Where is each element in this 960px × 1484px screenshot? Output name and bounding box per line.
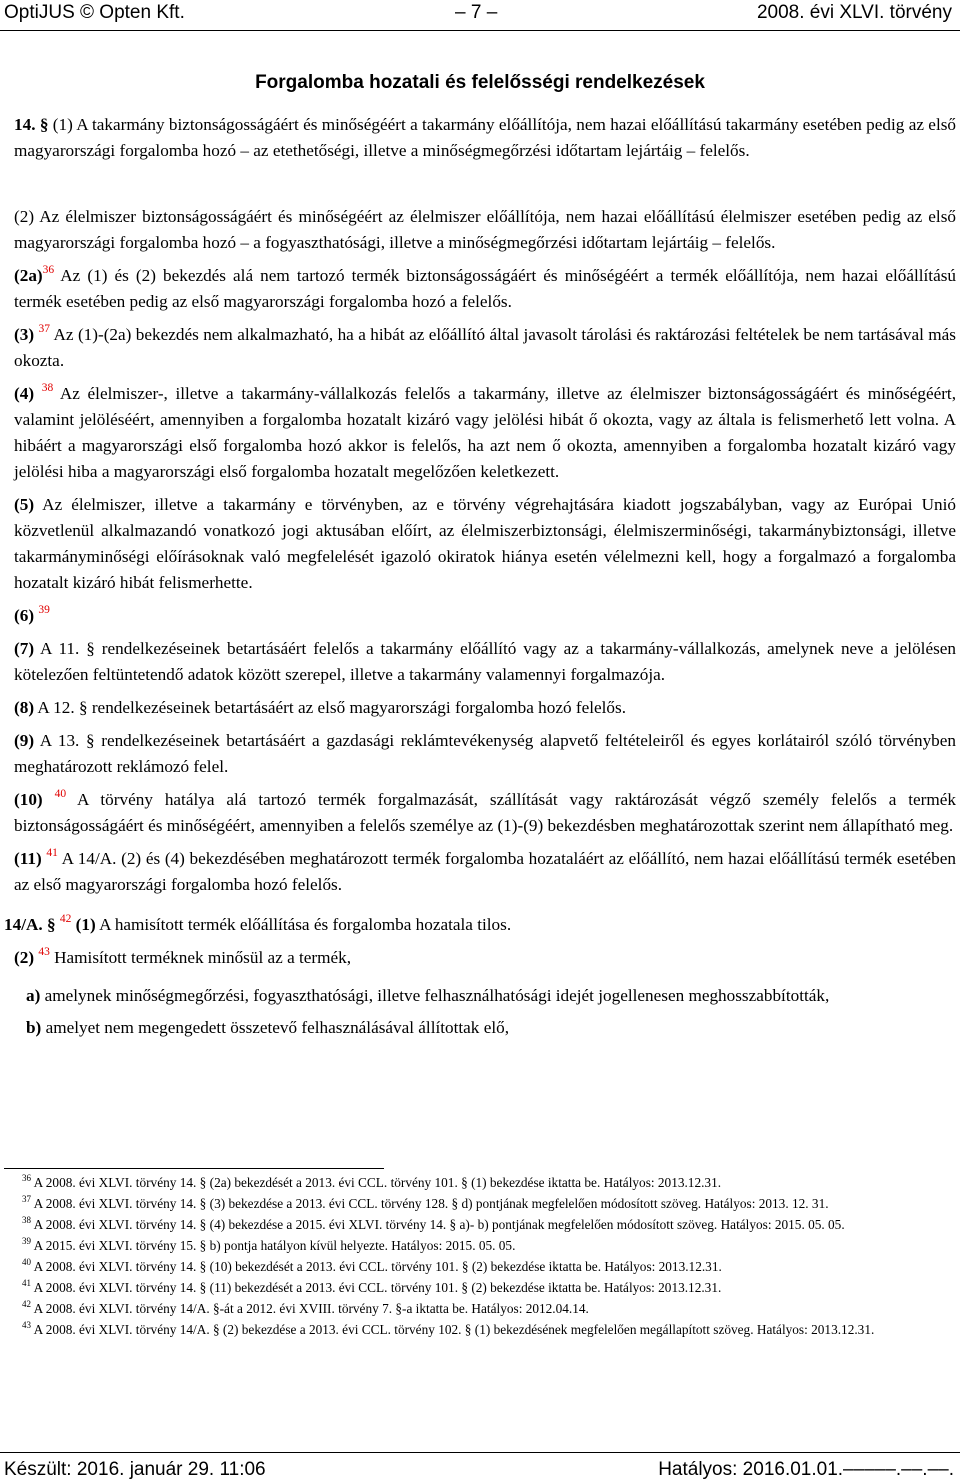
footnote-number: 40	[22, 1257, 31, 1267]
s14-paragraph-8	[14, 695, 956, 721]
paragraph-label: (2)	[14, 948, 35, 967]
paragraph-text: A 13. § rendelkezéseinek betartásáért a gazdasági reklámtevékenység alapvető feltételeiről és egyes korlátairól szóló törvényben meghatározott reklámozó felel.	[14, 731, 956, 776]
footer-divider	[0, 1452, 960, 1453]
s14-paragraph-7	[14, 636, 956, 688]
footnote-text: A 2008. évi XLVI. törvény 14/A. §-át a 2012. évi XVIII. törvény 7. §-a iktatta be. Hatályos: 2012.04.14.	[33, 1301, 589, 1316]
s14a-paragraph-2	[14, 945, 956, 971]
point-label: a)	[26, 986, 41, 1005]
paragraph-label: (4)	[14, 384, 35, 403]
footnote-38	[4, 1214, 956, 1235]
point-label: b)	[26, 1018, 42, 1037]
footnote-number: 43	[22, 1320, 31, 1330]
paragraph-text: A hamisított termék előállítása és forgalomba hozatala tilos.	[99, 915, 512, 934]
s14-paragraph-3	[14, 322, 956, 374]
paragraph-label: (1)	[52, 115, 73, 134]
point-text: amelyet nem megengedett összetevő felhasználásával állítottak elő,	[45, 1018, 509, 1037]
paragraph-text: A törvény hatálya alá tartozó termék forgalmazását, szállítását vagy raktározását végző személy felelős a termék biztonságosságáért és minőségéért, amennyiben a felelős személye az (1)-(9) bekezdésben meghatározottak szerint nem állapítható meg.	[14, 790, 956, 835]
footnote-37	[4, 1193, 956, 1214]
footer-effective: Hatályos: 2016.01.01.–––––.––.––.	[658, 1459, 954, 1480]
s14-paragraph-9	[14, 728, 956, 780]
section-title: Forgalomba hozatali és felelősségi rendelkezések	[255, 72, 705, 93]
header-page-number: – 7 –	[455, 2, 498, 23]
paragraph-text: A 14/A. (2) és (4) bekezdésében meghatározott termék forgalomba hozataláért az előállító, nem hazai előállítású termék esetében az első magyarországi forgalomba hozó felelős.	[14, 849, 956, 894]
footnote-number: 42	[22, 1299, 31, 1309]
paragraph-label: (7)	[14, 639, 35, 658]
footnote-divider	[4, 1168, 384, 1169]
paragraph-label: (6)	[14, 606, 35, 625]
s14a-paragraph-1	[4, 912, 956, 938]
footnote-number: 39	[22, 1236, 31, 1246]
paragraph-label: (11)	[14, 849, 42, 868]
paragraph-text: Az élelmiszer-, illetve a takarmány-vállalkozás felelős a takarmány, illetve az élelmiszer biztonságosságáért és minőségéért, valamint jelöléséért, amennyiben a forgalomba hozatalt kizáró vagy jelölési hibát ő okozta, vagy az általa is felismerhető lett volna. A hibáért a magyarországi első forgalomba hozó akkor is felelős, ha azt nem ő okozta, amennyiben a forgalomba hozatalt kizáró vagy jelölési hiba a magyarországi első forgalomba hozatalt megelőzően keletkezett.	[14, 384, 956, 481]
paragraph-label: (2)	[14, 207, 35, 226]
s14a-point-b	[14, 1015, 956, 1041]
footnote-36	[4, 1172, 956, 1193]
paragraph-label: (9)	[14, 731, 35, 750]
footnote-41	[4, 1277, 956, 1298]
paragraph-label: (8)	[14, 698, 35, 717]
footnote-43	[4, 1319, 956, 1340]
paragraph-label: (5)	[14, 495, 35, 514]
footnote-ref[interactable]: 41	[46, 847, 58, 859]
footnote-number: 36	[22, 1173, 31, 1183]
footnote-text: A 2008. évi XLVI. törvény 14. § (2a) bekezdését a 2013. évi CCL. törvény 101. § (1) bekezdése iktatta be. Hatályos: 2013.12.31.	[33, 1175, 722, 1190]
s14-paragraph-6	[14, 603, 956, 629]
section-sign: §	[46, 915, 56, 934]
footnote-ref[interactable]: 40	[54, 788, 67, 800]
paragraph-label: (2a)	[14, 266, 43, 285]
footnote-42	[4, 1298, 956, 1319]
paragraph-text: A 11. § rendelkezéseinek betartásáért felelős a takarmány előállító vagy az a takarmány-vállalkozás, amelynek neve a jelölésen kötelezően feltüntetendő adatok között szerepel, illetve a takarmány valamennyi forgalmazója.	[14, 639, 956, 684]
paragraph-text: Hamisított terméknek minősül az a termék,	[54, 948, 352, 967]
paragraph-text: Az élelmiszer biztonságosságáért és minőségéért az élelmiszer előállítója, nem hazai előállítású élelmiszer esetében pedig az első magyarországi forgalomba hozó – a fogyaszthatósági, illetve a minőségmegőrzési időtartam lejártáig – felelős.	[14, 207, 956, 252]
header-publisher: OptiJUS © Opten Kft.	[4, 2, 185, 23]
footnote-text: A 2008. évi XLVI. törvény 14. § (11) bekezdését a 2013. évi CCL. törvény 101. § (2) bekezdése iktatta be. Hatályos: 2013.12.31.	[33, 1280, 722, 1295]
main-text-wide	[4, 112, 956, 1047]
paragraph-text: Az élelmiszer, illetve a takarmány e törvényben, az e törvény végrehajtására kiadott jogszabályban, vagy az Európai Unió közvetlenül alkalmazandó vonatkozó jogi aktusában előírt, az élelmiszerbiztonsági, élelmiszerminőségi, takarmánybiztonsági, illetve takarmányminőségi előírásoknak való megfelelését igazoló okiratok hiánya esetén vélelmezni kell, hogy a forgalmazó a forgalomba hozatalt kizáró hibát felismerhette.	[14, 495, 956, 592]
paragraph-label: (3)	[14, 325, 35, 344]
s14-paragraph-2	[14, 204, 956, 256]
section-number: 14.	[14, 115, 36, 134]
footnote-text: A 2008. évi XLVI. törvény 14. § (3) bekezdése a 2013. évi CCL. törvény 128. § d) pontjának megfelelően módosított szöveg. Hatályos: 2013. 12. 31.	[33, 1196, 829, 1211]
section-sign: §	[39, 115, 49, 134]
s14-paragraph-5	[14, 492, 956, 596]
s14-paragraph-4	[14, 381, 956, 485]
footnote-text: A 2008. évi XLVI. törvény 14. § (10) bekezdését a 2013. évi CCL. törvény 101. § (2) bekezdése iktatta be. Hatályos: 2013.12.31.	[33, 1259, 722, 1274]
footnote-text: A 2015. évi XLVI. törvény 15. § b) pontja hatályon kívül helyezte. Hatályos: 2015. 05. 05.	[33, 1238, 516, 1253]
footnote-text: A 2008. évi XLVI. törvény 14. § (4) bekezdése a 2015. évi XLVI. törvény 14. § a)- b) pontjának megfelelően módosított szöveg. Hatályos: 2015. 05. 05.	[33, 1217, 845, 1232]
footnote-39	[4, 1235, 956, 1256]
footnote-ref[interactable]: 37	[38, 323, 50, 335]
footnote-ref[interactable]: 39	[38, 604, 50, 616]
paragraph-text: A takarmány biztonságosságáért és minőségéért a takarmány előállítója, nem hazai előállítású takarmány esetében pedig az első magyarországi forgalomba hozó – az etethetőségi, illetve a minőségmegőrzési időtartam lejártáig – felelős.	[14, 115, 956, 160]
footnote-number: 41	[22, 1278, 31, 1288]
footnote-number: 37	[22, 1194, 31, 1204]
footnote-ref[interactable]: 36	[42, 264, 55, 276]
header-divider	[0, 30, 960, 31]
footnote-text: A 2008. évi XLVI. törvény 14/A. § (2) bekezdése a 2013. évi CCL. törvény 102. § (1) bekezdésének megfelelően megállapított szöveg. Hatályos: 2013.12.31.	[33, 1322, 875, 1337]
footer-created: Készült: 2016. január 29. 11:06	[4, 1459, 266, 1480]
paragraph-text: A 12. § rendelkezéseinek betartásáért az első magyarországi forgalomba hozó felelős.	[37, 698, 626, 717]
footnote-number: 38	[22, 1215, 31, 1225]
point-text: amelynek minőségmegőrzési, fogyaszthatósági, illetve felhasználhatósági idejét jogellenesen meghosszabbították,	[44, 986, 830, 1005]
s14-paragraph-11	[14, 846, 956, 898]
paragraph-text: Az (1) és (2) bekezdés alá nem tartozó termék biztonságosságáért és minőségéért a termék előállítója, nem hazai előállítású termék esetében pedig az első magyarországi forgalomba hozó a felelős.	[14, 266, 956, 311]
s14-paragraph-2a	[14, 263, 956, 315]
paragraph-label: (10)	[14, 790, 43, 809]
s14-paragraph-10	[14, 787, 956, 839]
footnote-ref[interactable]: 42	[59, 913, 72, 925]
section-number: 14/A.	[4, 915, 43, 934]
page-header	[0, 0, 960, 30]
s14a-point-a	[14, 983, 956, 1009]
footnotes	[4, 1172, 956, 1340]
footnote-ref[interactable]: 38	[41, 382, 54, 394]
footnote-ref[interactable]: 43	[38, 946, 50, 958]
paragraph-label: (1)	[75, 915, 96, 934]
header-law-title: 2008. évi XLVI. törvény	[756, 2, 952, 23]
paragraph-text: Az (1)-(2a) bekezdés nem alkalmazható, ha a hibát az előállító által javasolt tárolási és raktározási feltételek be nem tartásával más okozta.	[14, 325, 956, 370]
footnote-40	[4, 1256, 956, 1277]
